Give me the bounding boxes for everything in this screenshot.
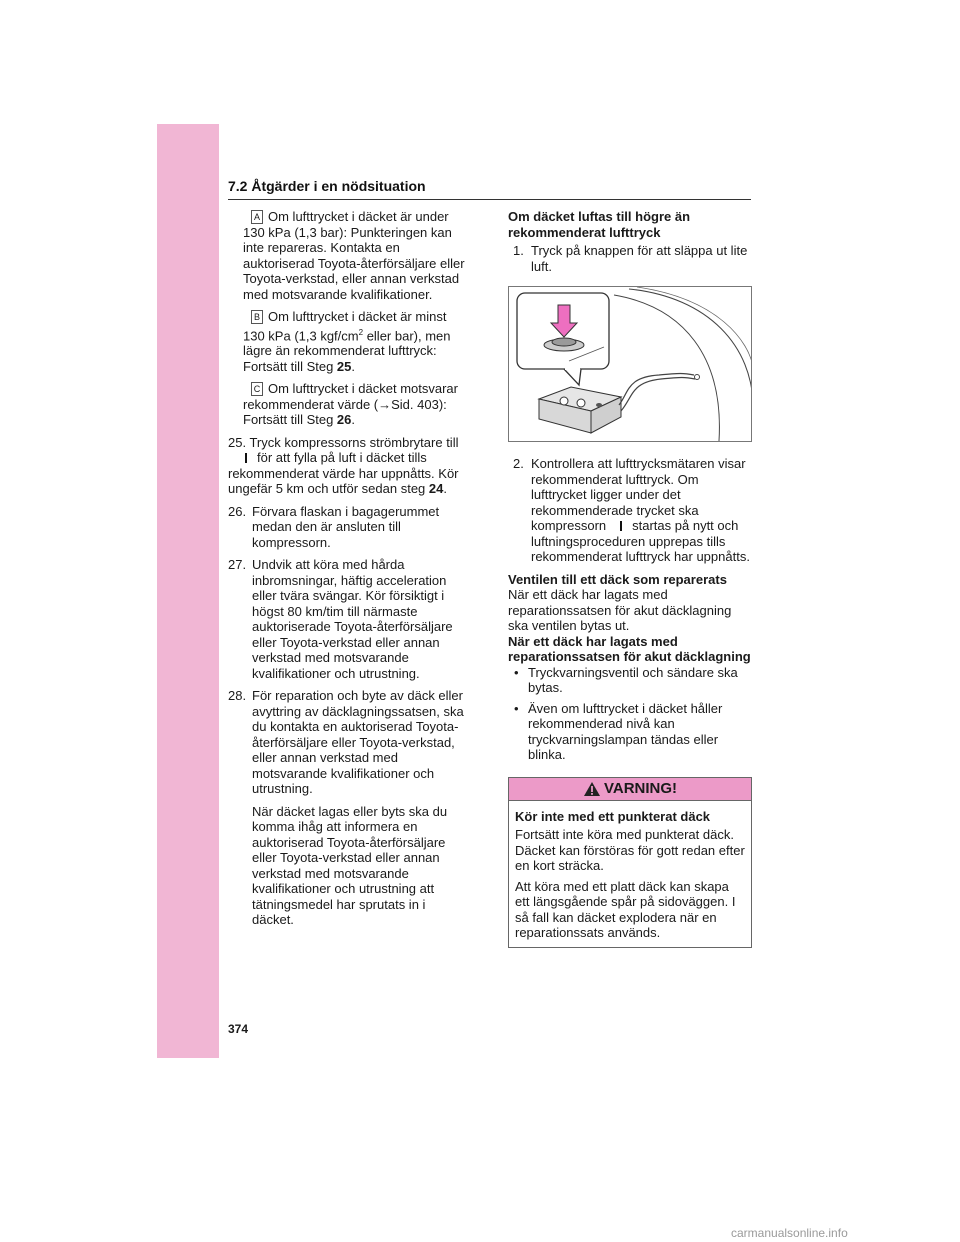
- step-28-body: [252, 688, 470, 928]
- step-ref-24: 24: [428, 481, 444, 497]
- option-b: [228, 309, 470, 374]
- page-number: 374: [228, 1022, 249, 1036]
- option-a-text: Om lufttrycket i däcket är under 130 kPa (1,3 bar): Punkteringen kan inte repareras. Kontakta en auktoriserad Toyota-återförsäljare eller Toyota-verkstad, eller annan verkstad med motsvarande kvalifikationer.: [243, 209, 465, 302]
- step-25-number: 25.: [228, 434, 247, 450]
- step-25-text-2: för att fylla på luft i däcket tills rekommenderat värde har uppnåtts. Kör ungefär 5 km och utför sedan steg: [228, 450, 459, 497]
- option-c: [228, 381, 470, 428]
- label-c: C: [251, 382, 263, 396]
- watermark: carmanualsonline.info: [731, 1226, 848, 1240]
- step-ref-26: 26: [336, 412, 352, 428]
- left-column: [228, 209, 470, 935]
- label-a: A: [251, 210, 263, 224]
- right-column: [508, 209, 752, 948]
- release-step-2-text-2: startas på nytt och luftningsproceduren upprepas tills rekommenderat lufttryck har uppnåtts.: [531, 518, 750, 564]
- warning-paragraph-1: Fortsätt inte köra med punkterat däck. Däcket kan förstöras för gott redan efter en kort sträcka.: [515, 827, 745, 873]
- period: .: [443, 481, 447, 497]
- release-step-1: [508, 243, 752, 274]
- list-item: [508, 665, 752, 696]
- heading-valve: Ventilen till ett däck som reparerats: [508, 571, 727, 587]
- warning-triangle-icon: [583, 781, 601, 797]
- list-item: [508, 701, 752, 763]
- step-28-text: För reparation och byte av däck eller avyttring av däcklagningssatsen, ska du kontakta en auktoriserad Toyota-återförsäljare eller Toyota-verkstad, eller annan verkstad med motsvarande kvalifikationer och utrustning.: [252, 688, 464, 797]
- step-28-note: När däcket lagas eller byts ska du komma ihåg att informera en auktoriserad Toyota-återförsäljare eller Toyota-verkstad eller annan verkstad med motsvarande kvalifikationer och utrustning att tätningsmedel har sprutats in i däcket.: [252, 803, 448, 928]
- period: .: [351, 412, 356, 428]
- switch-on-symbol: [620, 521, 622, 531]
- step-25: [228, 435, 470, 497]
- warning-title: VARNING!: [603, 779, 678, 797]
- release-step-1-text: Tryck på knappen för att släppa ut lite luft.: [531, 243, 748, 274]
- warning-body: [509, 801, 751, 947]
- option-c-text: Om lufttrycket i däcket motsvarar rekommenderat värde (→Sid. 403): Fortsätt till Steg: [243, 381, 458, 428]
- heading-after-repair: När ett däck har lagats med reparationssatsen för akut däcklagning: [508, 633, 751, 664]
- step-27-text: Undvik att köra med hårda inbromsningar, häftig acceleration eller tvära svängar. Kör försiktigt i högst 80 km/tim till närmaste auktoriserade Toyota-återförsäljare eller Toyota-verkstad eller annan verkstad med motsvarande kvalifikationer och utrustning.: [252, 557, 453, 681]
- switch-on-symbol: [245, 453, 247, 463]
- bullet-marker: •: [514, 664, 519, 680]
- period: .: [351, 358, 356, 374]
- heading-over-inflated: Om däcket luftas till högre än rekommenderat lufttryck: [508, 209, 691, 240]
- label-b: B: [251, 310, 263, 324]
- step-26-number: 26.: [228, 503, 247, 519]
- bullet-text: Även om lufttrycket i däcket håller rekommenderad nivå kan tryckvarningslampan tändas eller blinka.: [528, 700, 723, 762]
- section-divider: [228, 199, 751, 200]
- step-25-text-1: Tryck kompressorns strömbrytare till: [249, 434, 459, 450]
- section-title: 7.2 Åtgärder i en nödsituation: [228, 178, 426, 194]
- valve-paragraph: När ett däck har lagats med reparationssatsen för akut däcklagning ska ventilen bytas ut.: [508, 587, 732, 633]
- release-step-2: [508, 456, 752, 565]
- compressor-drawing: [509, 287, 752, 441]
- warning-header: [509, 778, 751, 801]
- superscript: 2: [358, 327, 364, 337]
- step-26: [228, 504, 470, 551]
- warning-paragraph-2: Att köra med ett platt däck kan skapa ett längsgående spår på sidoväggen. I så fall kan däcket explodera när en reparationssats används.: [515, 878, 736, 940]
- warning-box: [508, 777, 752, 948]
- bullet-text: Tryckvarningsventil och sändare ska bytas.: [528, 664, 738, 695]
- release-step-2-body: [531, 456, 752, 565]
- step-ref-25: 25: [336, 358, 352, 374]
- release-step-2-number: 2.: [513, 456, 524, 471]
- step-27: [228, 557, 470, 681]
- option-b-text-1: Om lufttrycket i däcket är minst 130 kPa (1,3 kgf/cm: [243, 309, 447, 343]
- step-28-number: 28.: [228, 688, 247, 704]
- step-28: [228, 688, 470, 928]
- bullet-marker: •: [514, 700, 519, 716]
- release-step-1-number: 1.: [513, 243, 524, 258]
- option-b-text-2: eller bar), men lägre än rekommenderat lufttryck: Fortsätt till Steg: [243, 327, 451, 374]
- side-tab: [157, 124, 219, 1058]
- option-a: [228, 209, 470, 302]
- compressor-illustration: [508, 286, 752, 442]
- step-27-number: 27.: [228, 557, 247, 573]
- release-step-2-text-1: Kontrollera att lufttrycksmätaren visar rekommenderat lufttryck. Om lufttrycket ligger under det rekommenderade trycket ska kompressorn: [531, 456, 746, 533]
- warning-heading: Kör inte med ett punkterat däck: [515, 808, 711, 824]
- step-26-text: Förvara flaskan i bagagerummet medan den är ansluten till kompressorn.: [252, 503, 440, 550]
